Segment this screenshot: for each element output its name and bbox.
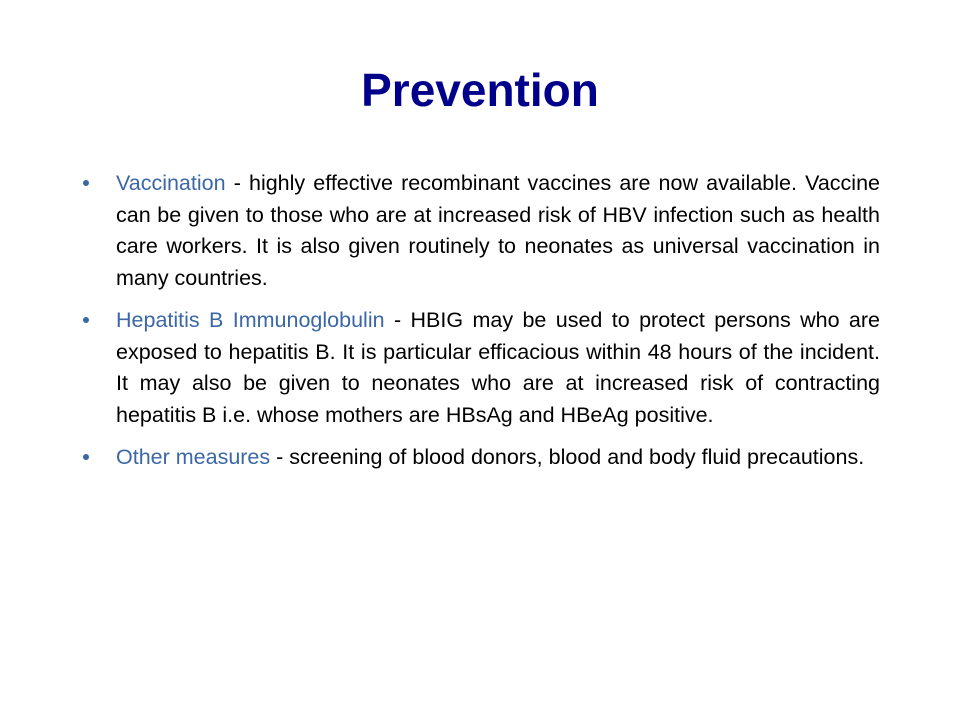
bullet-text	[116, 442, 880, 474]
bullet-item-vaccination	[116, 168, 880, 294]
bullet-term: Other measures	[116, 445, 271, 469]
slide-title: Prevention	[361, 64, 599, 116]
bullet-body: - screening of blood donors, blood and body fluid precautions.	[270, 445, 865, 469]
bullet-item-hbig	[116, 305, 880, 431]
bullet-dot-icon	[83, 180, 89, 186]
bullet-list	[116, 168, 880, 485]
bullet-text	[116, 168, 880, 294]
bullet-dot-icon	[83, 317, 89, 323]
bullet-text	[116, 305, 880, 431]
bullet-body: - HBIG may be used to protect persons who are exposed to hepatitis B. It is particular efficacious within 48 hours of the incident. It may also be given to neonates who are at increased risk of contracting hepatitis B i.e. whose mothers are HBsAg and HBeAg positive.	[116, 308, 881, 427]
bullet-body: - highly effective recombinant vaccines are now available. Vaccine can be given to those who are at increased risk of HBV infection such as health care workers. It is also given routinely to neonates as universal vaccination in many countries.	[116, 171, 880, 290]
bullet-dot-icon	[83, 454, 89, 460]
bullet-item-other-measures	[116, 442, 880, 474]
bullet-term: Vaccination	[116, 171, 226, 195]
bullet-term: Hepatitis B Immunoglobulin	[116, 308, 385, 332]
